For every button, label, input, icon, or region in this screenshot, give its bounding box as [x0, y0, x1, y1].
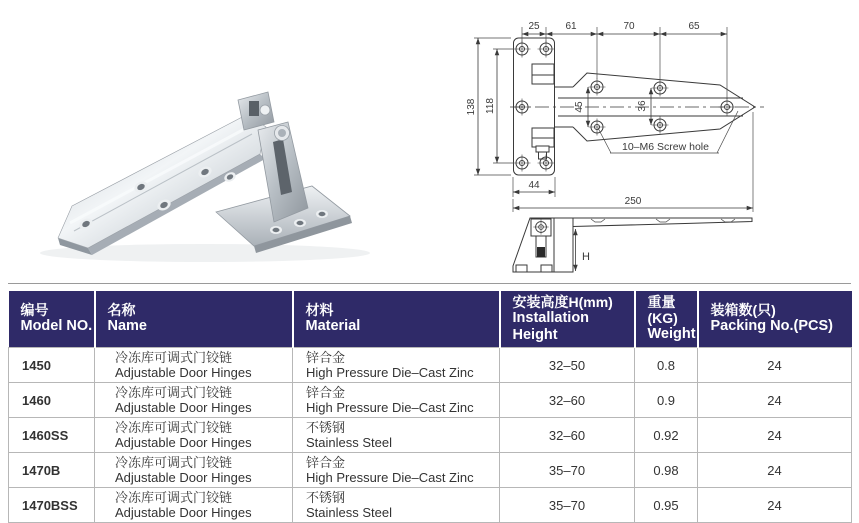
spec-table: [8, 291, 852, 523]
dim-25: 25: [528, 21, 540, 32]
cell-material: [293, 418, 500, 453]
cell-material: [293, 383, 500, 418]
dim-118: 118: [485, 98, 496, 114]
header-model-zh: 编号: [20, 302, 49, 319]
cell-material: [293, 453, 500, 488]
screw-note-label: 10–M6 Screw hole: [622, 141, 709, 153]
height-dimension: [576, 229, 591, 271]
header-packing-en: Packing No.(PCS): [710, 318, 833, 335]
dimension-drawing: [430, 0, 859, 285]
header-model: [9, 291, 95, 348]
header-height-zh: 安装高度H(mm): [512, 294, 613, 310]
table-row: [9, 383, 852, 418]
material-en: High Pressure Die–Cast Zinc: [306, 400, 474, 416]
header-model-en: Model NO.: [20, 318, 93, 335]
cell-model: 1470BSS: [9, 488, 95, 523]
name-zh: 冷冻库可调式门铰链: [115, 454, 233, 470]
hinge-blade: [58, 114, 266, 255]
cell-packing: 24: [698, 348, 852, 383]
name-zh: 冷冻库可调式门铰链: [115, 419, 233, 435]
cell-packing: 24: [698, 383, 852, 418]
name-en: Adjustable Door Hinges: [115, 365, 252, 381]
cell-packing: 24: [698, 488, 852, 523]
material-zh: 锌合金: [306, 454, 346, 470]
material-en: Stainless Steel: [306, 435, 392, 451]
header-name-zh: 名称: [107, 302, 136, 319]
name-en: Adjustable Door Hinges: [115, 435, 252, 451]
name-en: Adjustable Door Hinges: [115, 470, 252, 486]
table-row: [9, 348, 852, 383]
dim-138: 138: [466, 98, 477, 116]
material-en: Stainless Steel: [306, 505, 392, 521]
spec-table-header: [9, 291, 852, 348]
cell-height: 32–60: [500, 383, 635, 418]
table-top-rule: [8, 283, 851, 284]
name-zh: 冷冻库可调式门铰链: [115, 384, 233, 400]
cell-material: [293, 488, 500, 523]
dim-250: 250: [624, 196, 642, 207]
technical-drawing: [430, 0, 859, 285]
side-view: [513, 218, 752, 272]
cell-weight: 0.9: [635, 383, 698, 418]
left-dimensions: [466, 38, 514, 175]
cell-name: [95, 348, 293, 383]
dim-70: 70: [623, 21, 635, 32]
cell-model: 1450: [9, 348, 95, 383]
cell-height: 32–50: [500, 348, 635, 383]
material-zh: 不锈钢: [306, 419, 346, 435]
material-en: High Pressure Die–Cast Zinc: [306, 365, 474, 381]
header-weight-en: Weight: [647, 326, 696, 343]
dim-65: 65: [688, 21, 700, 32]
product-photo: [20, 30, 430, 280]
header-name: [95, 291, 293, 348]
cell-material: [293, 348, 500, 383]
name-en: Adjustable Door Hinges: [115, 400, 252, 416]
cell-height: 32–60: [500, 418, 635, 453]
dim-36: 36: [637, 100, 648, 112]
screw-note: [598, 111, 738, 153]
cell-name: [95, 383, 293, 418]
header-height-en: Installation Height: [512, 310, 590, 343]
material-zh: 不锈钢: [306, 489, 346, 505]
material-zh: 锌合金: [306, 349, 346, 365]
material-en: High Pressure Die–Cast Zinc: [306, 470, 474, 486]
front-view: [466, 21, 764, 212]
dim-45: 45: [574, 101, 585, 113]
cell-model: 1460SS: [9, 418, 95, 453]
header-name-en: Name: [107, 318, 147, 335]
table-row: [9, 418, 852, 453]
cell-height: 35–70: [500, 453, 635, 488]
name-en: Adjustable Door Hinges: [115, 505, 252, 521]
cell-model: 1470B: [9, 453, 95, 488]
dim-H: H: [582, 251, 590, 263]
cell-weight: 0.92: [635, 418, 698, 453]
side-slot-dark: [537, 247, 545, 257]
hinge-photo-illustration: [20, 30, 430, 280]
cell-name: [95, 488, 293, 523]
cell-packing: 24: [698, 453, 852, 488]
cell-packing: 24: [698, 418, 852, 453]
header-packing-zh: 装箱数(只): [710, 302, 776, 319]
header-material-zh: 材料: [305, 302, 334, 319]
table-row: [9, 488, 852, 523]
cell-weight: 0.98: [635, 453, 698, 488]
header-packing: [698, 291, 852, 348]
material-zh: 锌合金: [306, 384, 346, 400]
header-height: [500, 291, 635, 348]
hinge-pin: [238, 92, 274, 130]
header-weight: [635, 291, 698, 348]
cell-weight: 0.8: [635, 348, 698, 383]
header-material-en: Material: [305, 318, 361, 335]
header-weight-zh: 重量(KG): [647, 294, 678, 327]
dim-61: 61: [565, 21, 577, 32]
name-zh: 冷冻库可调式门铰链: [115, 489, 233, 505]
name-zh: 冷冻库可调式门铰链: [115, 349, 233, 365]
cell-model: 1460: [9, 383, 95, 418]
cell-height: 35–70: [500, 488, 635, 523]
header-material: [293, 291, 500, 348]
cell-name: [95, 418, 293, 453]
cell-weight: 0.95: [635, 488, 698, 523]
cell-name: [95, 453, 293, 488]
dim-44: 44: [528, 180, 540, 191]
table-row: [9, 453, 852, 488]
